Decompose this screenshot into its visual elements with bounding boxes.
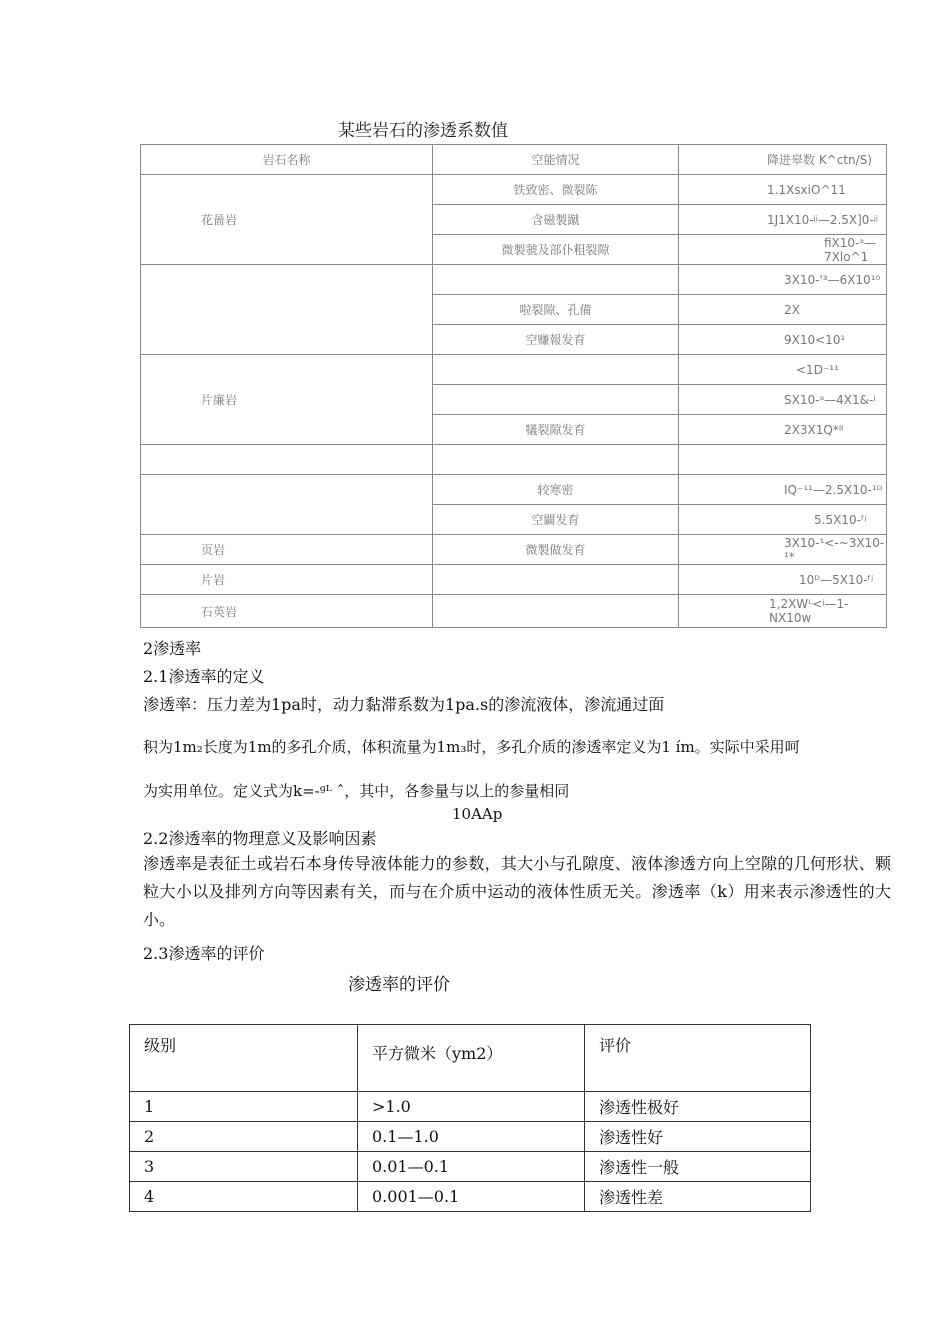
condition-cell [433, 265, 679, 295]
rock-name-cell: 石英岩 [141, 595, 433, 628]
level-cell: 3 [130, 1152, 358, 1182]
value-cell: fiX10-ᵃ—7Xlo^1 [679, 235, 887, 265]
definition-line-1: 渗透率：压力差为1pa时，动力黏滞系数为1pa.s的渗流液体，渗流通过面 [143, 695, 665, 714]
rock-name-cell: 片岩 [141, 565, 433, 595]
section-heading-2-2: 2.2渗透率的物理意义及影响因素 [143, 829, 377, 848]
permeability-evaluation-table [129, 1024, 811, 1212]
formula-denominator: 10AAp [452, 805, 503, 823]
table-row [130, 1182, 811, 1212]
condition-cell: 微製虢及部仆粗裂隙 [433, 235, 679, 265]
value-cell: 2X [679, 295, 887, 325]
header-square-micron: 平方微米（ym2） [358, 1025, 585, 1092]
evaluation-cell: 渗透性极好 [585, 1092, 811, 1122]
value-cell [679, 445, 887, 475]
value-cell: SX10-ᵃ—4X1&-ʲ [679, 385, 887, 415]
range-cell: 0.1—1.0 [358, 1122, 585, 1152]
header-value: 降进皋数 K^ctn/S) [679, 145, 887, 175]
value-cell: 3X10-¹<-~3X10-¹* [679, 535, 887, 565]
definition-line-3: 为实用单位。定义式为k=-ᶢᴸ ˆ，其中，各参量与以上的参量相同 [143, 782, 570, 800]
value-cell: 1,2XWᴸ<ʲ—1-NX10w [679, 595, 887, 628]
table1-title: 某些岩石的渗透系数值 [338, 121, 508, 141]
value-cell: <1D⁻¹¹ [679, 355, 887, 385]
table-row [130, 1152, 811, 1182]
table-row [141, 475, 887, 505]
header-rock-name: 岩石名称 [141, 145, 433, 175]
rock-name-cell: 页岩 [141, 535, 433, 565]
table-row [141, 535, 887, 565]
header-condition: 空能情况 [433, 145, 679, 175]
header-level: 级别 [130, 1025, 358, 1092]
table-row [141, 175, 887, 205]
value-cell: 1J1X10-ʲʲ—2.5X]0-ʲʲ [679, 205, 887, 235]
rock-name-cell [141, 265, 433, 355]
condition-cell: 含磁製蹴 [433, 205, 679, 235]
value-cell: 1.1XsxiO^11 [679, 175, 887, 205]
condition-cell [433, 445, 679, 475]
evaluation-cell: 渗透性差 [585, 1182, 811, 1212]
value-cell: 3X10-'³—6X10¹⁰ [679, 265, 887, 295]
condition-cell: 微製做发育 [433, 535, 679, 565]
table-row [141, 445, 887, 475]
rock-name-cell [141, 445, 433, 475]
rock-name-cell: 花啚岩 [141, 175, 433, 265]
range-cell: 0.001—0.1 [358, 1182, 585, 1212]
definition-line-2: 积为1m₂长度为1m的多孔介质，体积流量为1m₃时，多孔介质的渗透率定义为1 ím。实际中采用呵 [143, 738, 800, 756]
table-row [130, 1092, 811, 1122]
range-cell: 0.01—0.1 [358, 1152, 585, 1182]
rock-name-cell [141, 475, 433, 535]
section-heading-2: 2渗透率 [143, 639, 202, 658]
table2-title: 渗透率的评价 [348, 975, 450, 995]
condition-cell: 啦裂隙、孔備 [433, 295, 679, 325]
evaluation-cell: 渗透性一般 [585, 1152, 811, 1182]
table-header-row [130, 1025, 811, 1092]
condition-cell: 空闢发育 [433, 505, 679, 535]
table-header-row [141, 145, 887, 175]
condition-cell: 铁致密、微裂陈 [433, 175, 679, 205]
condition-cell: 空赚報发育 [433, 325, 679, 355]
condition-cell [433, 595, 679, 628]
value-cell: 10ᴰ—5X10-ᶠʲ [679, 565, 887, 595]
condition-cell [433, 355, 679, 385]
value-cell: 9X10<10¹ [679, 325, 887, 355]
section-heading-2-3: 2.3渗透率的评价 [143, 944, 265, 963]
table-row [141, 265, 887, 295]
condition-cell [433, 385, 679, 415]
level-cell: 4 [130, 1182, 358, 1212]
evaluation-cell: 渗透性好 [585, 1122, 811, 1152]
permeability-coefficient-table [140, 144, 887, 628]
table-row [141, 565, 887, 595]
value-cell: IQ⁻¹¹—2.5X10-¹ᴰ [679, 475, 887, 505]
condition-cell: 犠裂隙发育 [433, 415, 679, 445]
condition-cell [433, 565, 679, 595]
value-cell: 2X3X1Q*⁸ [679, 415, 887, 445]
table-row [141, 595, 887, 628]
table-row [141, 355, 887, 385]
range-cell: >1.0 [358, 1092, 585, 1122]
body-paragraph: 渗透率是表征土或岩石本身传导液体能力的参数，其大小与孔隙度、液体渗透方向上空隙的几何形状、颗粒大小以及排列方向等因素有关，而与在介质中运动的液体性质无关。渗透率（k）用来表示渗透性的大小。 [143, 854, 891, 929]
header-evaluation: 评价 [585, 1025, 811, 1092]
table-row [130, 1122, 811, 1152]
level-cell: 2 [130, 1122, 358, 1152]
section-heading-2-1: 2.1渗透率的定义 [143, 667, 265, 686]
level-cell: 1 [130, 1092, 358, 1122]
value-cell: 5.5X10-ᶠʲ [679, 505, 887, 535]
rock-name-cell: 片廉岩 [141, 355, 433, 445]
condition-cell: 较寒密 [433, 475, 679, 505]
